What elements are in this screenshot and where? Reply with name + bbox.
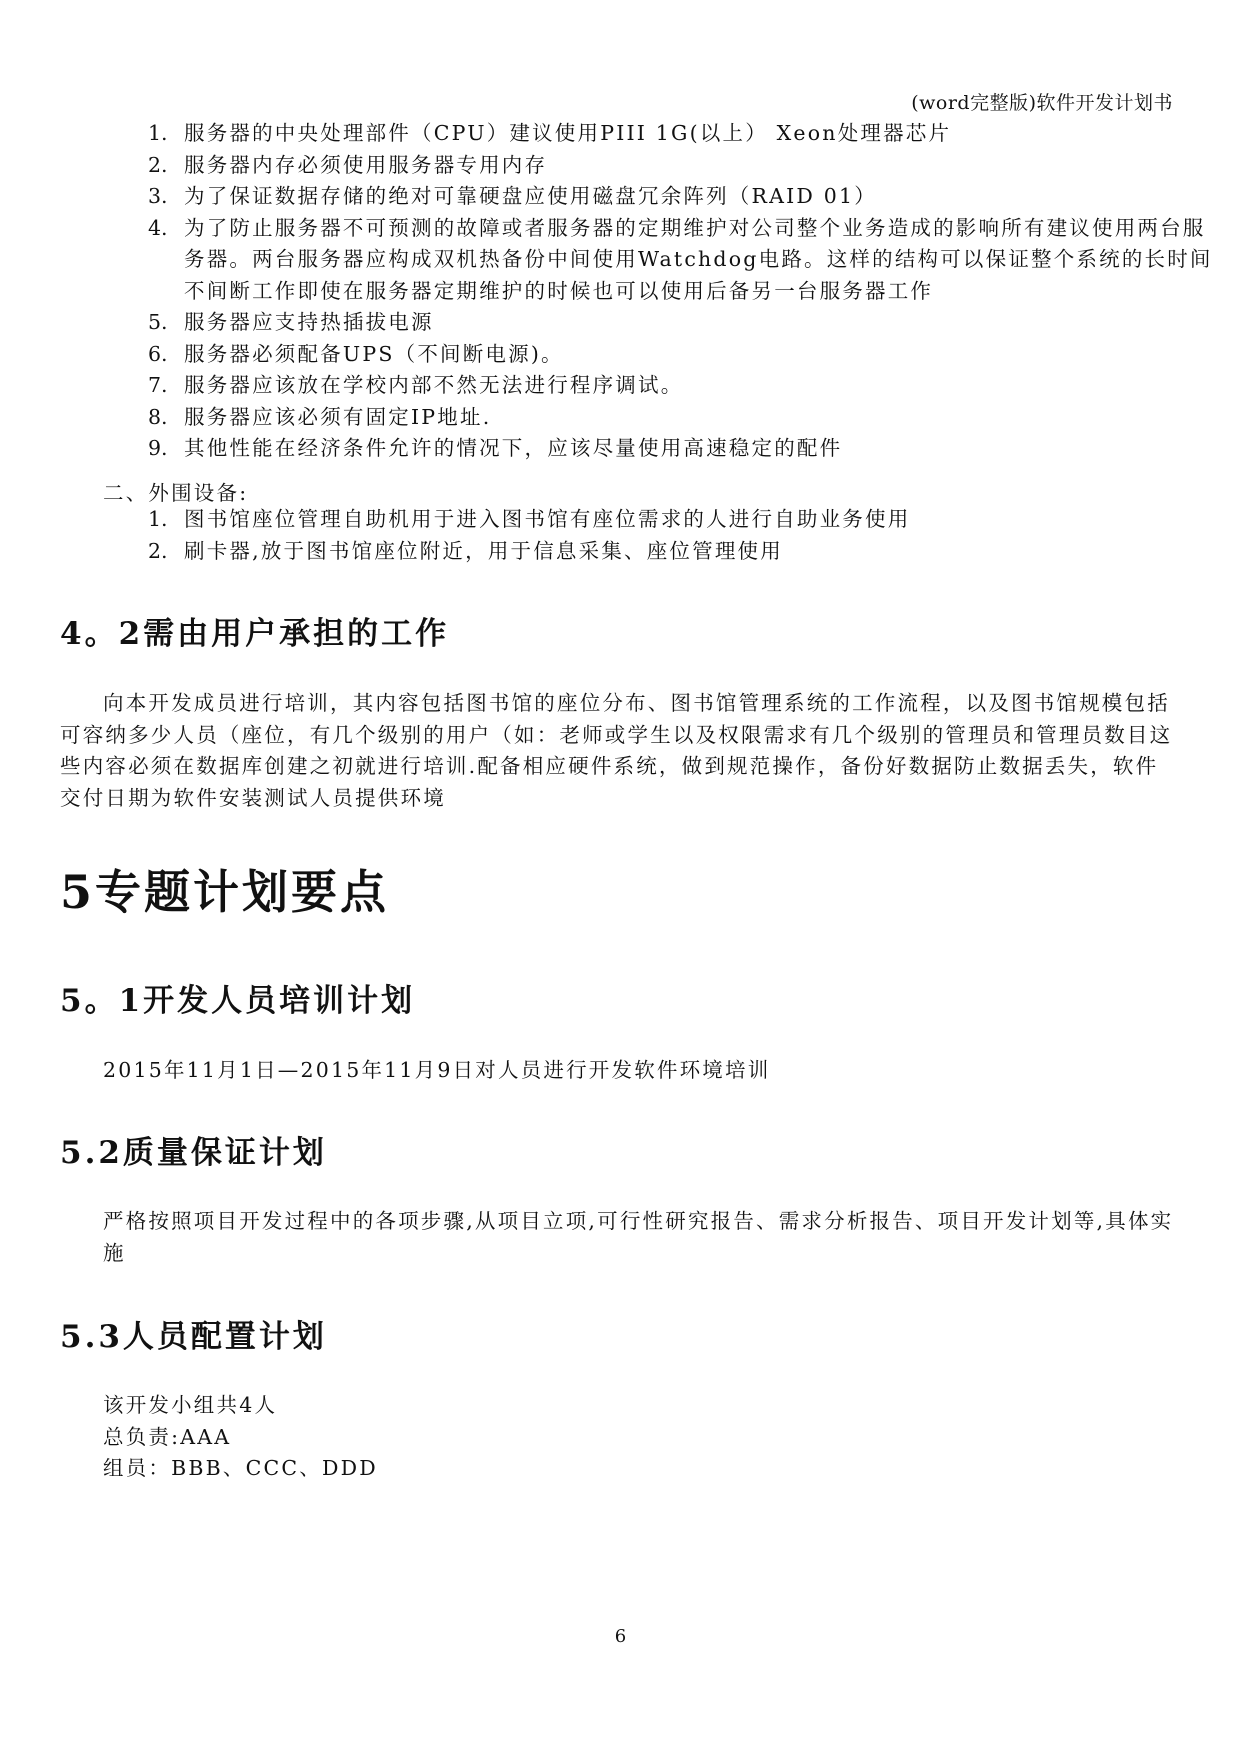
page-header: (word完整版)软件开发计划书 bbox=[911, 92, 1173, 114]
section-heading-4-2: 4。2需由用户承担的工作 bbox=[60, 616, 450, 652]
chapter-heading-5: 5专题计划要点 bbox=[60, 865, 390, 919]
list-item bbox=[0, 536, 1241, 568]
list-item bbox=[0, 150, 1241, 182]
section-5-1-body: 2015年11月1日—2015年11月9日对人员进行开发软件环境培训 bbox=[103, 1058, 771, 1082]
list-item-text: 为了防止服务器不可预测的故障或者服务器的定期维护对公司整个业务造成的影响所有建议使用两台服务器。两台服务器应构成双机热备份中间使用Watchdog电路。这样的结构可以保证整个系统的长时间不间断工作即使在服务器定期维护的时候也可以使用后备另一台服务器工作 bbox=[184, 215, 1213, 303]
section-heading-5-2: 5.2质量保证计划 bbox=[60, 1135, 327, 1171]
staffing-line: 总负责:AAA bbox=[103, 1424, 232, 1449]
staffing-line: 该开发小组共4人 bbox=[103, 1393, 278, 1417]
list-item bbox=[0, 504, 1241, 536]
list-item-number: 7. bbox=[148, 373, 168, 397]
list-item-text: 图书馆座位管理自助机用于进入图书馆有座位需求的人进行自助业务使用 bbox=[184, 507, 911, 531]
list-item-number: 1. bbox=[148, 121, 168, 145]
list-item-text: 服务器内存必须使用服务器专用内存 bbox=[184, 152, 548, 177]
list-item-number: 6. bbox=[148, 341, 168, 366]
list-item bbox=[0, 118, 1241, 150]
list-item-text: 服务器应该必须有固定IP地址. bbox=[184, 404, 492, 429]
section-5-2-body: 严格按照项目开发过程中的各项步骤,从项目立项,可行性研究报告、需求分析报告、项目开发计划等,具体实施 bbox=[103, 1209, 1174, 1265]
list-item bbox=[0, 433, 1241, 465]
section-heading-5-1: 5。1开发人员培训计划 bbox=[60, 983, 416, 1019]
list-item-number: 1. bbox=[148, 507, 168, 531]
staffing-line: 组员：BBB、CCC、DDD bbox=[103, 1456, 378, 1480]
list-item-number: 2. bbox=[148, 152, 168, 177]
list-item-text: 刷卡器,放于图书馆座位附近，用于信息采集、座位管理使用 bbox=[184, 538, 783, 563]
list-item-number: 3. bbox=[148, 184, 168, 208]
list-item-text: 其他性能在经济条件允许的情况下，应该尽量使用高速稳定的配件 bbox=[184, 436, 843, 460]
list-item-text: 服务器的中央处理部件（CPU）建议使用PIII 1G(以上） Xeon处理器芯片 bbox=[184, 121, 952, 145]
peripheral-heading: 二、外围设备: bbox=[103, 481, 249, 505]
staffing-lines bbox=[103, 1390, 1183, 1485]
page-number: 6 bbox=[614, 1626, 627, 1647]
list-item-number: 5. bbox=[148, 310, 168, 334]
server-requirements-list bbox=[0, 118, 1241, 465]
section-heading-5-3: 5.3人员配置计划 bbox=[60, 1319, 327, 1355]
list-item-text: 服务器必须配备UPS（不间断电源)。 bbox=[184, 341, 564, 366]
list-item bbox=[0, 402, 1241, 434]
list-item-text: 为了保证数据存储的绝对可靠硬盘应使用磁盘冗余阵列（RAID 01） bbox=[184, 184, 877, 208]
list-item-number: 4. bbox=[148, 215, 168, 240]
peripheral-list bbox=[0, 504, 1241, 567]
list-item bbox=[0, 339, 1241, 371]
list-item-text: 服务器应支持热插拔电源 bbox=[184, 310, 434, 334]
list-item bbox=[0, 370, 1241, 402]
list-item bbox=[0, 181, 1241, 213]
list-item-number: 2. bbox=[148, 538, 168, 563]
list-item-text: 服务器应该放在学校内部不然无法进行程序调试。 bbox=[184, 373, 684, 397]
list-item-number: 9. bbox=[148, 436, 168, 460]
list-item bbox=[0, 213, 1241, 308]
section-4-2-body: 向本开发成员进行培训，其内容包括图书馆的座位分布、图书馆管理系统的工作流程，以及图书馆规模包括可容纳多少人员（座位，有几个级别的用户（如：老师或学生以及权限需求有几个级别的管理员和管理员数目这些内容必须在数据库创建之初就进行培训.配备相应硬件系统，做到规范操作，备份好数据防止数据丢失，软件交付日期为软件安装测试人员提供环境 bbox=[60, 691, 1173, 810]
list-item bbox=[0, 307, 1241, 339]
list-item-number: 8. bbox=[148, 404, 168, 429]
